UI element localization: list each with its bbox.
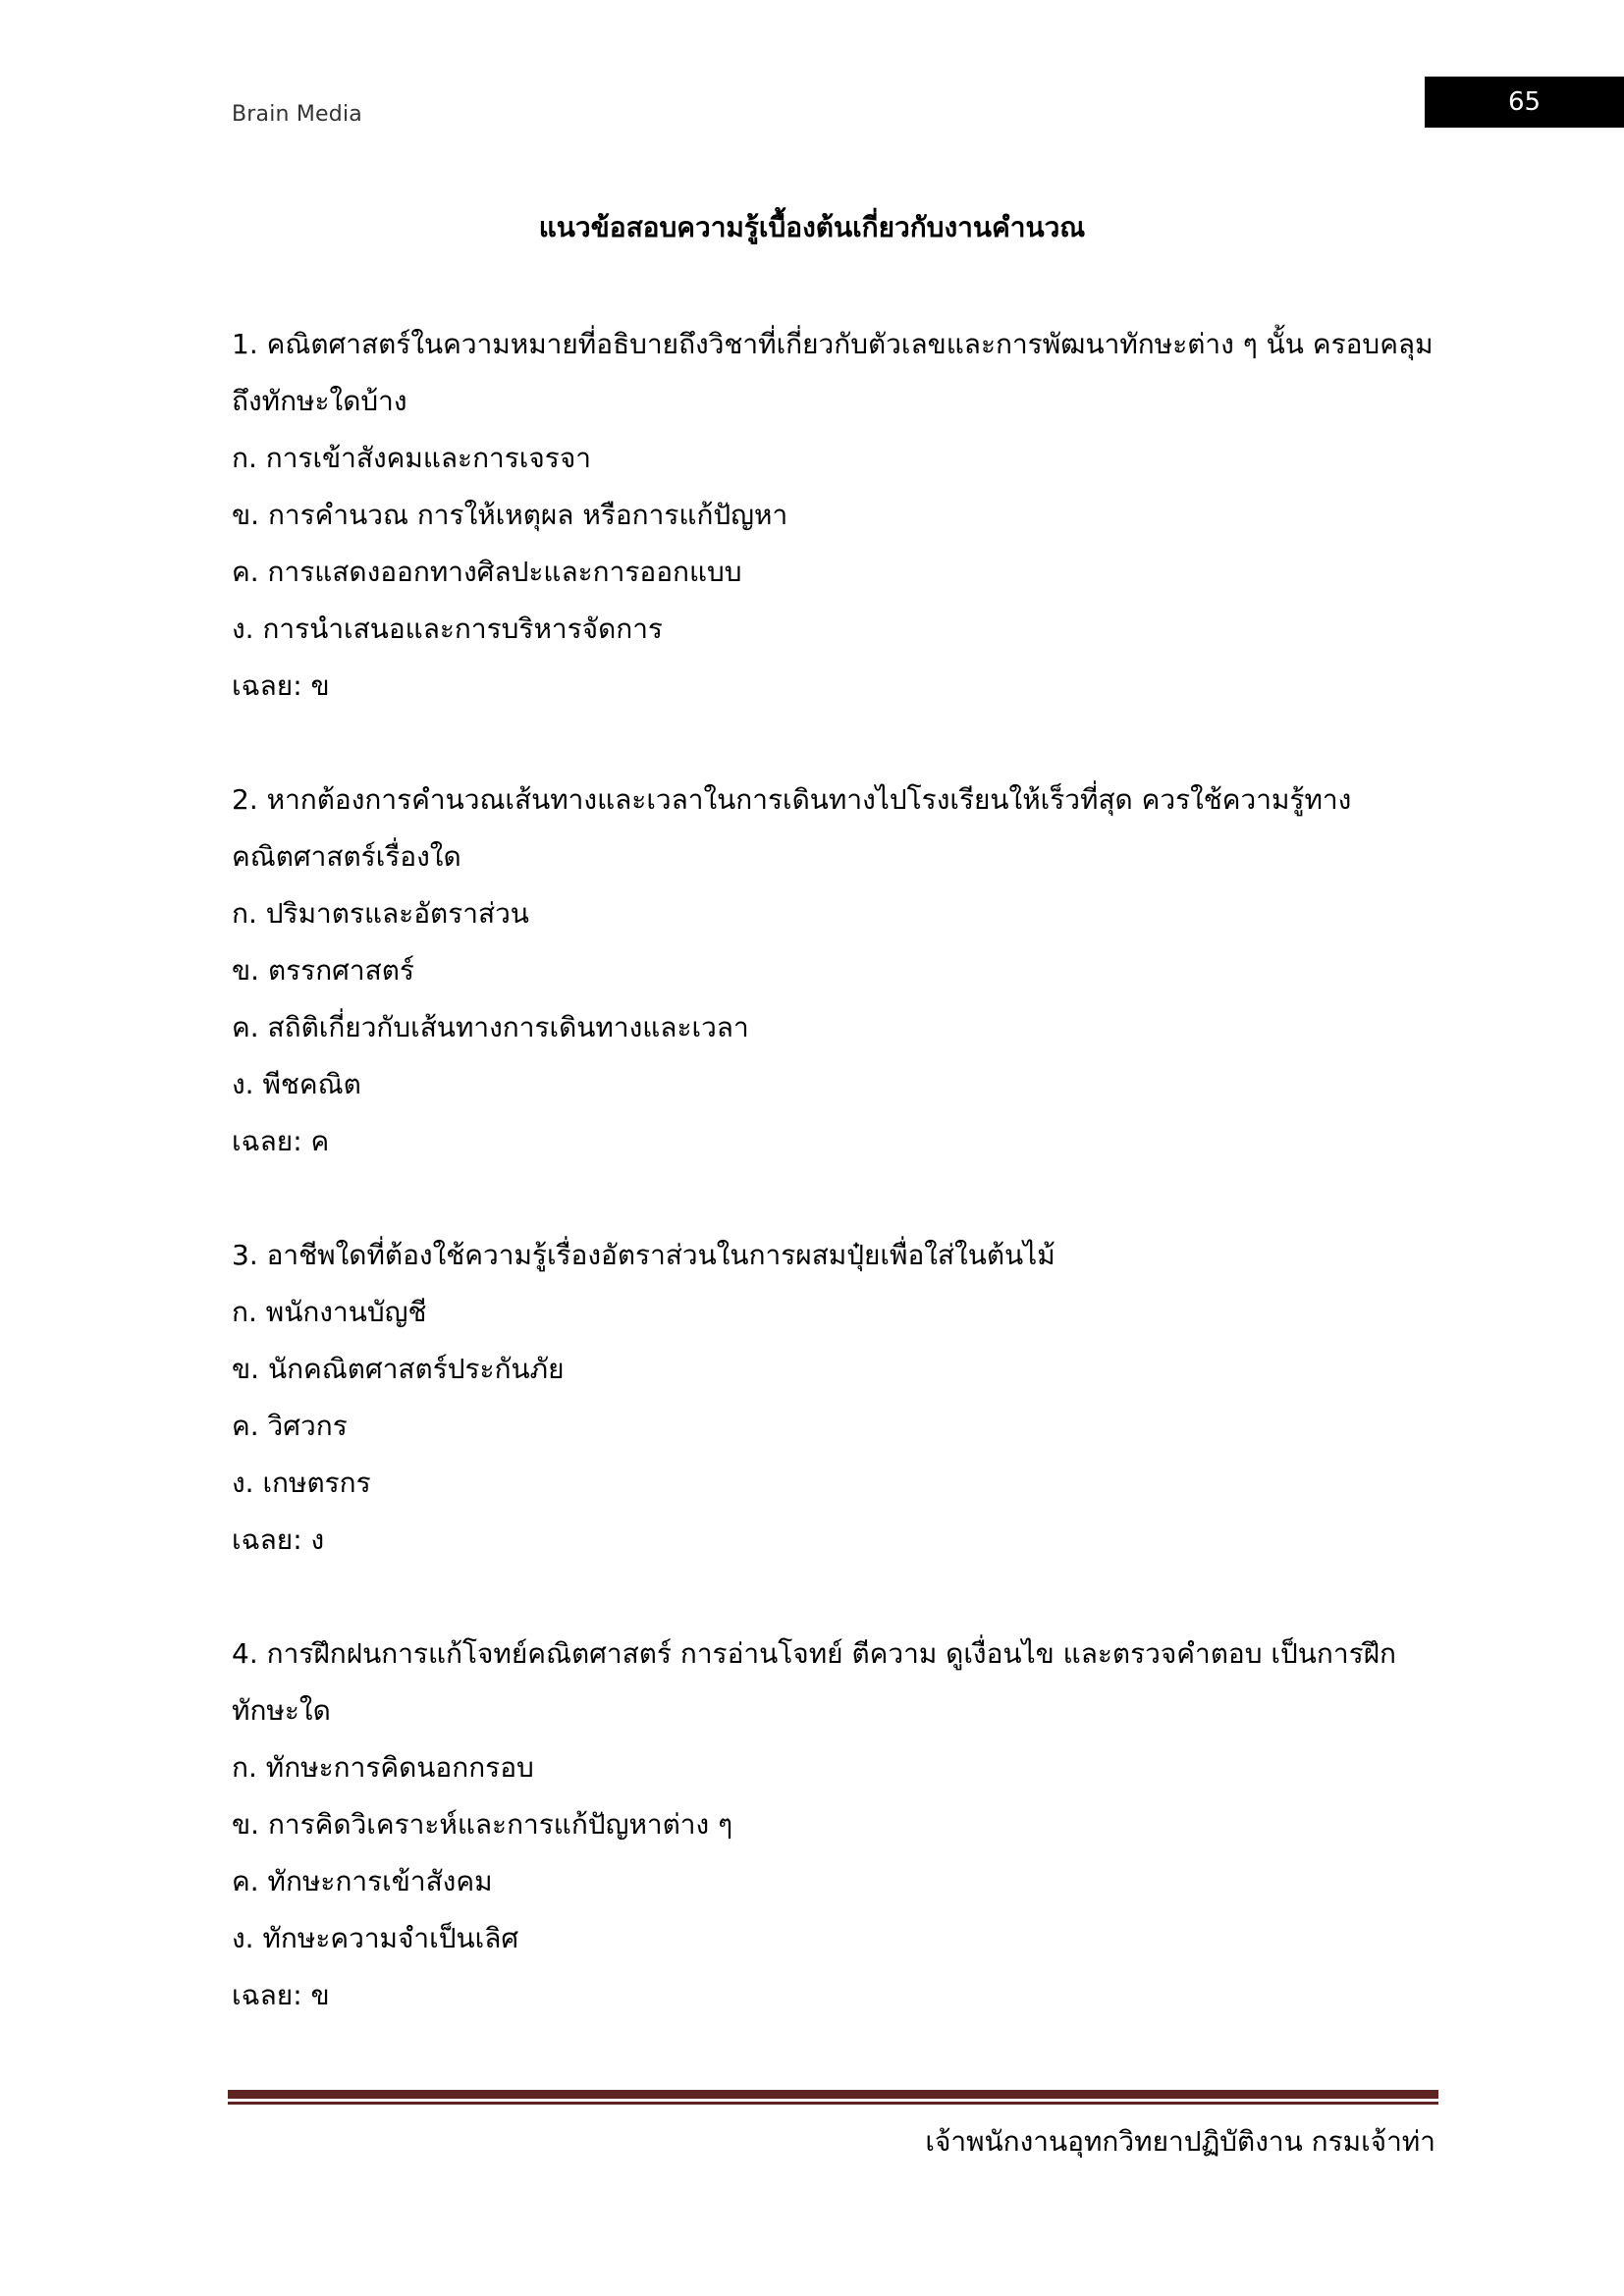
option-b: ข. การคำนวณ การให้เหตุผล หรือการแก้ปัญหา: [232, 499, 788, 531]
question-list: [232, 316, 1439, 2081]
question-2: [232, 772, 1439, 1170]
option-a: ก. ปริมาตรและอัตราส่วน: [232, 897, 529, 930]
footer-divider-thin: [228, 2102, 1438, 2105]
option-c: ค. ทักษะการเข้าสังคม: [232, 1865, 493, 1897]
question-stem: 3. อาชีพใดที่ต้องใช้ความรู้เรื่องอัตราส่วนในการผสมปุ๋ยเพื่อใส่ในต้นไม้: [232, 1239, 1056, 1271]
answer-key: เฉลย: ข: [232, 669, 330, 702]
option-b: ข. การคิดวิเคราะห์และการแก้ปัญหาต่าง ๆ: [232, 1808, 733, 1841]
document-title: แนวข้อสอบความรู้เบื้องต้นเกี่ยวกับงานคำนวณ: [538, 211, 1086, 243]
header-brand: Brain Media: [232, 102, 362, 127]
footer-text: เจ้าพนักงานอุทกวิทยาปฏิบัติงาน กรมเจ้าท่า: [925, 2125, 1435, 2158]
answer-key: เฉลย: ง: [232, 1523, 325, 1556]
answer-key: เฉลย: ข: [232, 1979, 330, 2011]
option-a: ก. การเข้าสังคมและการเจรจา: [232, 442, 591, 474]
footer-divider-thick: [228, 2090, 1438, 2099]
option-b: ข. นักคณิตศาสตร์ประกันภัย: [232, 1353, 565, 1385]
option-c: ค. สถิติเกี่ยวกับเส้นทางการเดินทางและเวลา: [232, 1011, 749, 1043]
question-stem: 1. คณิตศาสตร์ในความหมายที่อธิบายถึงวิชาที่เกี่ยวกับตัวเลขและการพัฒนาทักษะต่าง ๆ นั้น ครอบคลุมถึงทักษะใดบ้าง: [232, 328, 1434, 417]
option-b: ข. ตรรกศาสตร์: [232, 954, 414, 987]
answer-key: เฉลย: ค: [232, 1125, 330, 1157]
option-d: ง. การนำเสนอและการบริหารจัดการ: [232, 613, 663, 645]
question-stem: 2. หากต้องการคำนวณเส้นทางและเวลาในการเดินทางไปโรงเรียนให้เร็วที่สุด ควรใช้ความรู้ทางคณิตศาสตร์เรื่องใด: [232, 783, 1352, 873]
page-number-badge: [1425, 77, 1624, 128]
option-c: ค. วิศวกร: [232, 1410, 348, 1442]
question-3: [232, 1227, 1439, 1569]
option-c: ค. การแสดงออกทางศิลปะและการออกแบบ: [232, 556, 742, 588]
option-a: ก. ทักษะการคิดนอกกรอบ: [232, 1751, 534, 1784]
question-1: [232, 316, 1439, 715]
option-a: ก. พนักงานบัญชี: [232, 1296, 427, 1328]
page-number: 65: [1507, 87, 1542, 117]
question-stem: 4. การฝึกฝนการแก้โจทย์คณิตศาสตร์ การอ่านโจทย์ ตีความ ดูเงื่อนไข และตรวจคำตอบ เป็นการฝึกทักษะใด: [232, 1637, 1396, 1727]
option-d: ง. พีชคณิต: [232, 1068, 361, 1100]
question-4: [232, 1626, 1439, 2024]
option-d: ง. เกษตรกร: [232, 1467, 371, 1499]
option-d: ง. ทักษะความจำเป็นเลิศ: [232, 1922, 519, 1954]
